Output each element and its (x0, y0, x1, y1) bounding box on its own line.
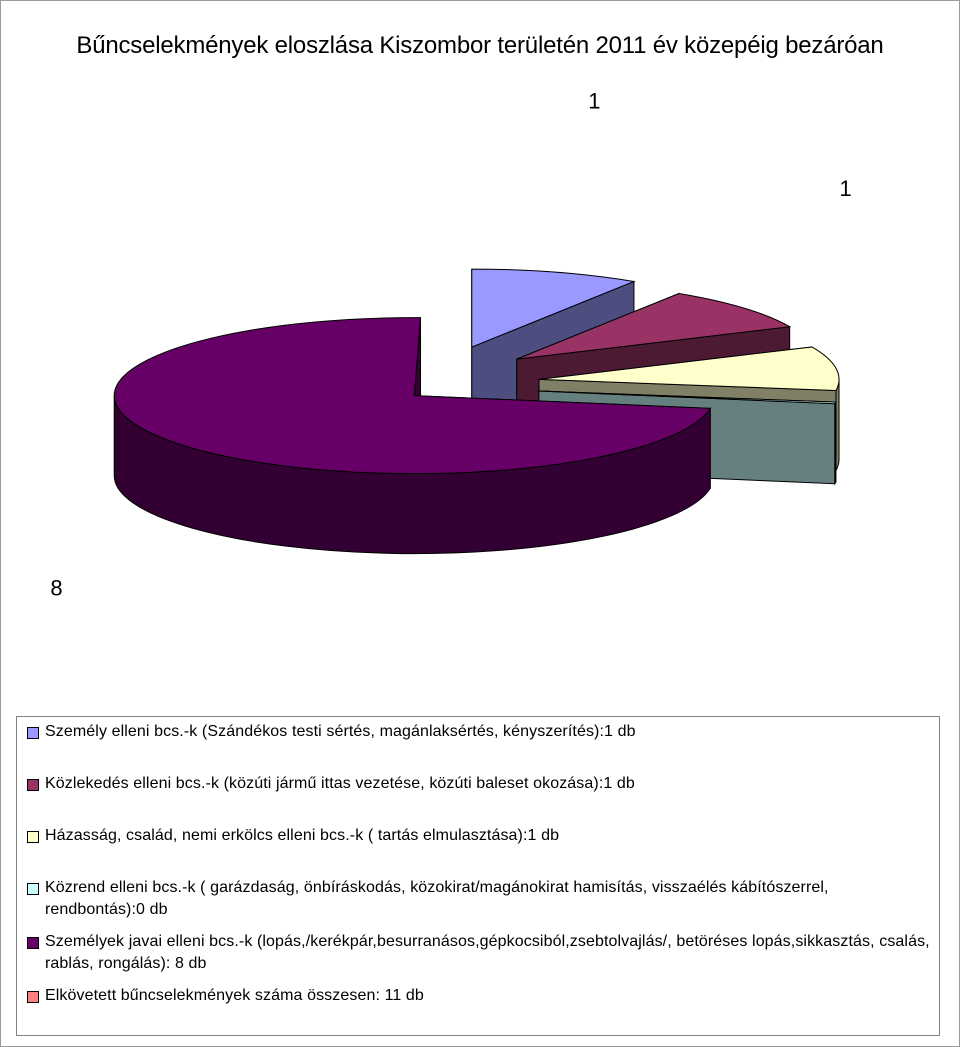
legend-item-vagyon (25, 931, 930, 975)
pie-side-hazassag-0 (836, 379, 839, 470)
data-label-szemely: 1 (588, 88, 601, 114)
legend-item-kozrend (25, 877, 930, 921)
legend-label-kozlekedes: Közlekedés elleni bcs.-k (közúti jármű ittas vezetése, közúti baleset okozása):1 db (45, 775, 635, 792)
legend-item-hazassag (25, 825, 930, 847)
legend (16, 716, 940, 1036)
legend-label-hazassag: Házasság, család, nemi erkölcs elleni bcs.-k ( tartás elmulasztása):1 db (45, 827, 560, 844)
legend-swatch-kozrend (27, 883, 39, 895)
data-label-vagyon: 8 (50, 575, 63, 601)
legend-swatch-kozlekedes (27, 779, 39, 791)
legend-swatch-osszesen (27, 991, 39, 1003)
legend-label-osszesen: Elkövetett bűncselekmények száma összesen: 11 db (45, 987, 424, 1004)
legend-label-kozrend: Közrend elleni bcs.-k ( garázdaság, önbíráskodás, közokirat/magánokirat hamisítás, visszaélés kábítószerrel, rendbontás):0 db (45, 879, 829, 918)
chart-title: Bűncselekmények eloszlása Kiszombor területén 2011 év közepéig bezáróan (76, 32, 884, 59)
legend-label-szemely: Személy elleni bcs.-k (Szándékos testi sértés, magánlaksértés, kényszerítés):1 db (45, 723, 636, 740)
legend-swatch-szemely (27, 727, 39, 739)
legend-label-vagyon: Személyek javai elleni bcs.-k (lopás,/kerékpár,besurranásos,gépkocsiból,zsebtolvajlás/, betöréses lopás,sikkasztás, csalás, rablás, rongálás): 8 db (45, 933, 930, 972)
pie-side-kozrend-0 (835, 402, 836, 484)
legend-item-kozlekedes (25, 773, 930, 795)
legend-item-szemely (25, 721, 930, 743)
legend-item-osszesen (25, 985, 930, 1007)
legend-swatch-vagyon (27, 937, 39, 949)
legend-swatch-hazassag (27, 831, 39, 843)
data-label-kozlekedes: 1 (839, 176, 852, 202)
